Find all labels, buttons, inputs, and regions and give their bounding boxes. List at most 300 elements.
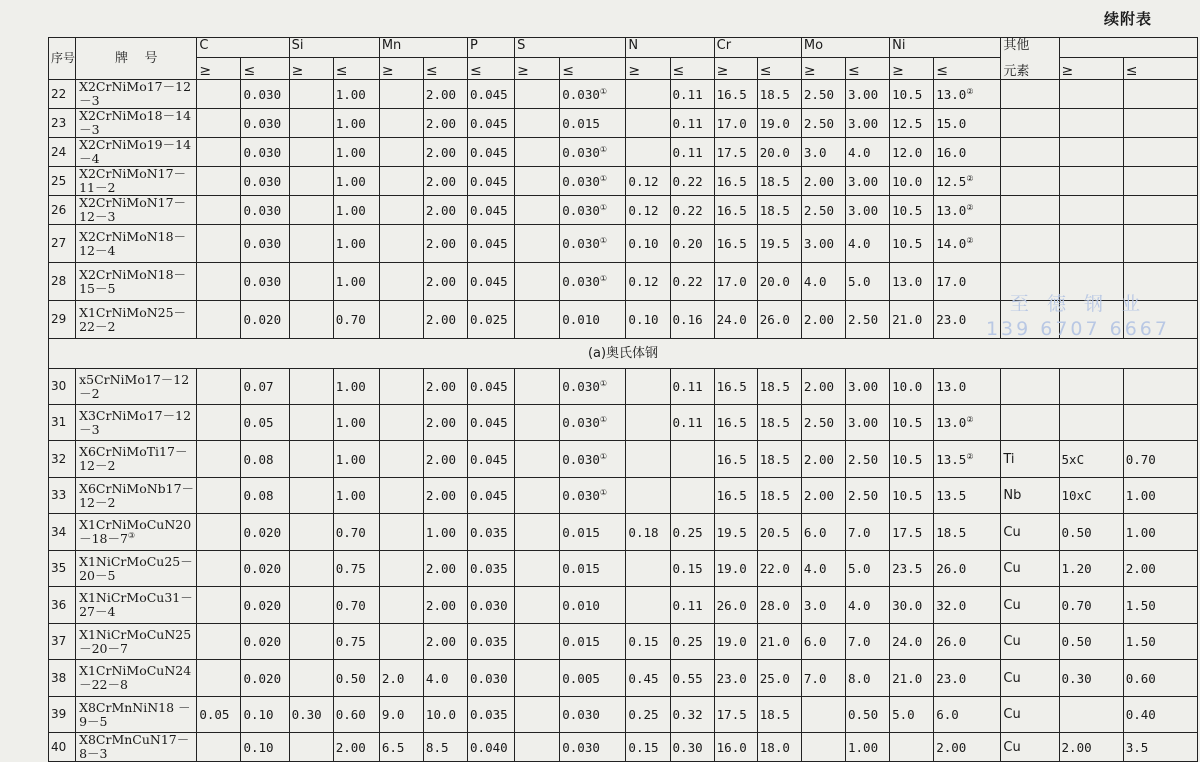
cell-mo-max bbox=[846, 138, 890, 167]
cell-ni-max bbox=[934, 478, 1001, 514]
value-cr-min: 17.5 bbox=[716, 144, 747, 160]
value-n-max: 0.15 bbox=[672, 561, 703, 576]
value-oth-max: 0.60 bbox=[1125, 670, 1156, 686]
value-oth-max: 1.50 bbox=[1125, 634, 1156, 649]
cell-mn-min bbox=[379, 624, 423, 660]
cell-s-max bbox=[560, 587, 626, 624]
value-p-max: 0.045 bbox=[470, 115, 508, 131]
value-si-min: 0.30 bbox=[291, 707, 322, 722]
value-mn-min: 2.0 bbox=[381, 670, 405, 686]
value-c-max: 0.08 bbox=[243, 488, 274, 503]
value-s-max: 0.010 bbox=[562, 597, 600, 613]
value-s-max: 0.030 bbox=[562, 488, 600, 503]
cell-s-min bbox=[515, 514, 560, 551]
value-n-max: 0.11 bbox=[672, 144, 703, 160]
value-mo-max: 3.00 bbox=[848, 202, 879, 218]
cell-mn-min bbox=[379, 441, 423, 478]
value-cr-max: 18.5 bbox=[759, 707, 790, 722]
value-oth-max: 0.70 bbox=[1125, 451, 1156, 467]
grade-text: X6CrNiMoNb17－12－2 bbox=[79, 480, 195, 510]
value-cr-min: 19.5 bbox=[716, 524, 747, 540]
value-n-min: 0.25 bbox=[628, 707, 659, 722]
cell-p-max bbox=[468, 167, 515, 196]
cell-ni-min bbox=[890, 196, 934, 225]
cell-n-max bbox=[670, 369, 714, 405]
cell-c-max bbox=[241, 196, 289, 225]
value-n-min: 0.12 bbox=[628, 274, 659, 289]
value-cr-max: 18.5 bbox=[759, 488, 790, 503]
value-c-max: 0.07 bbox=[243, 379, 274, 394]
cell-c-min bbox=[197, 109, 241, 138]
value-mo-max: 0.50 bbox=[848, 707, 879, 722]
value-oth-max: 1.00 bbox=[1125, 524, 1156, 540]
cell-cr-max bbox=[757, 301, 801, 339]
table-body-bottom bbox=[49, 369, 1198, 762]
cell-mn-min bbox=[379, 660, 423, 697]
cell-c-max bbox=[241, 441, 289, 478]
value-n-max: 0.32 bbox=[672, 707, 703, 722]
cell-mn-max bbox=[423, 167, 467, 196]
cell-si-min bbox=[289, 587, 333, 624]
cell-si-min bbox=[289, 263, 333, 301]
table-row bbox=[49, 478, 1198, 514]
value-si-max: 0.60 bbox=[335, 707, 366, 722]
cell-ni-max bbox=[934, 587, 1001, 624]
cell-ni-min bbox=[890, 167, 934, 196]
table-row bbox=[49, 441, 1198, 478]
cell-oth-el bbox=[1001, 109, 1059, 138]
cell-n-max bbox=[670, 196, 714, 225]
cell-oth-min bbox=[1059, 196, 1123, 225]
cell-seq: 33 bbox=[49, 478, 76, 514]
cell-oth-el bbox=[1001, 167, 1059, 196]
cell-mn-max bbox=[423, 514, 467, 551]
value-s-max: 0.015 bbox=[562, 634, 600, 649]
grade-text: X2CrNiMo19－14－4 bbox=[79, 137, 192, 166]
cell-mn-min bbox=[379, 478, 423, 514]
value-oth-el: Cu bbox=[1003, 561, 1021, 576]
value-cr-max: 20.0 bbox=[759, 144, 790, 160]
value-mn-max: 2.00 bbox=[425, 173, 457, 189]
value-s-max: 0.015 bbox=[562, 115, 600, 131]
cell-s-min bbox=[515, 109, 560, 138]
value-s-max: 0.030 bbox=[562, 707, 600, 722]
value-ni-max: 18.5 bbox=[936, 524, 967, 540]
value-ni-max: 13.0 bbox=[936, 202, 967, 218]
value-mo-min: 2.00 bbox=[803, 173, 834, 189]
value-mn-max: 2.00 bbox=[425, 274, 457, 289]
cell-n-min bbox=[626, 697, 670, 733]
cell-s-max bbox=[560, 660, 626, 697]
value-s-max: 0.030 bbox=[562, 739, 600, 755]
cell-n-min bbox=[626, 225, 670, 263]
cell-mn-min bbox=[379, 196, 423, 225]
cell-mn-max bbox=[423, 369, 467, 405]
cell-p-max bbox=[468, 441, 515, 478]
value-mo-max: 3.00 bbox=[848, 379, 879, 394]
value-cr-max: 21.0 bbox=[759, 634, 790, 649]
cell-si-max bbox=[333, 660, 379, 697]
cell-si-min bbox=[289, 167, 333, 196]
value-s-max: 0.030 bbox=[562, 202, 600, 218]
footnote-mark: ① bbox=[599, 144, 608, 154]
cell-n-max bbox=[670, 263, 714, 301]
cell-c-max bbox=[241, 80, 289, 109]
value-mn-max: 2.00 bbox=[425, 561, 457, 576]
header-n: N bbox=[626, 38, 714, 58]
cell-cr-max bbox=[757, 478, 801, 514]
value-p-max: 0.030 bbox=[470, 670, 508, 686]
cell-c-min bbox=[197, 660, 241, 697]
cell-mn-max bbox=[423, 697, 467, 733]
value-ni-max: 16.0 bbox=[936, 144, 967, 160]
cell-mn-max bbox=[423, 263, 467, 301]
value-cr-max: 18.5 bbox=[759, 173, 790, 189]
page-title: 续附表 bbox=[1103, 10, 1152, 28]
cell-p-max bbox=[468, 80, 515, 109]
cell-oth-el bbox=[1001, 405, 1059, 441]
table-row bbox=[49, 225, 1198, 263]
header-ni: Ni bbox=[890, 38, 1001, 58]
value-mo-max: 4.0 bbox=[848, 144, 871, 160]
cell-cr-min bbox=[714, 196, 757, 225]
cell-mn-max bbox=[423, 301, 467, 339]
value-mn-max: 2.00 bbox=[425, 488, 457, 503]
cell-cr-min bbox=[714, 301, 757, 339]
cell-si-max bbox=[333, 478, 379, 514]
cell-si-max bbox=[333, 196, 379, 225]
cell-oth-el bbox=[1001, 587, 1059, 624]
cell-mn-min bbox=[379, 301, 423, 339]
cell-c-max bbox=[241, 369, 289, 405]
cell-oth-max bbox=[1123, 551, 1197, 587]
cell-s-max bbox=[560, 478, 626, 514]
table-row bbox=[49, 405, 1198, 441]
value-n-max: 0.25 bbox=[672, 634, 703, 649]
footnote-mark: ① bbox=[599, 487, 608, 497]
cell-cr-min bbox=[714, 369, 757, 405]
value-oth-el: Cu bbox=[1003, 670, 1021, 686]
grade-text: X1NiCrMoCu25－20－5 bbox=[79, 553, 193, 583]
cell-n-max bbox=[670, 301, 714, 339]
cell-s-min bbox=[515, 80, 560, 109]
cell-mn-min bbox=[379, 225, 423, 263]
value-p-max: 0.045 bbox=[470, 202, 508, 218]
cell-si-min bbox=[289, 660, 333, 697]
value-mo-min: 4.0 bbox=[803, 274, 827, 289]
grade-text: X2CrNiMo17－12－3 bbox=[79, 79, 192, 108]
value-n-min: 0.10 bbox=[628, 312, 659, 327]
value-mn-max: 4.0 bbox=[425, 670, 449, 686]
cell-cr-min bbox=[714, 138, 757, 167]
value-n-min: 0.12 bbox=[628, 173, 659, 189]
table-body-top bbox=[49, 80, 1198, 339]
cell-grade bbox=[76, 405, 197, 441]
table-row bbox=[49, 697, 1198, 733]
value-cr-min: 16.0 bbox=[716, 739, 747, 755]
value-oth-min: 5xC bbox=[1061, 451, 1085, 467]
cell-cr-max bbox=[757, 441, 801, 478]
value-ni-min: 21.0 bbox=[892, 670, 923, 686]
value-si-max: 2.00 bbox=[335, 739, 366, 755]
cell-oth-min bbox=[1059, 263, 1123, 301]
grade-text: x5CrNiMo17－12－2 bbox=[79, 371, 190, 401]
cell-p-max bbox=[468, 478, 515, 514]
value-cr-min: 19.0 bbox=[716, 634, 747, 649]
cell-mn-max bbox=[423, 138, 467, 167]
value-n-max: 0.11 bbox=[672, 115, 703, 131]
cell-oth-el bbox=[1001, 369, 1059, 405]
value-ni-min: 10.5 bbox=[892, 86, 923, 102]
cell-ni-min bbox=[890, 225, 934, 263]
value-n-min: 0.45 bbox=[628, 670, 659, 686]
cell-cr-max bbox=[757, 369, 801, 405]
value-ni-min: 10.5 bbox=[892, 488, 923, 503]
cell-cr-max bbox=[757, 624, 801, 660]
cell-cr-min bbox=[714, 80, 757, 109]
value-s-max: 0.010 bbox=[562, 312, 600, 327]
footnote-mark: ② bbox=[966, 414, 974, 424]
grade-text: X2CrNiMoN17－12－3 bbox=[79, 195, 187, 224]
cell-grade bbox=[76, 369, 197, 405]
value-cr-max: 25.0 bbox=[759, 670, 790, 686]
value-mn-max: 2.00 bbox=[425, 379, 457, 394]
value-mo-min: 2.00 bbox=[803, 488, 834, 503]
grade-text: X8CrMnCuN17－8－3 bbox=[79, 732, 190, 761]
value-ni-max: 13.0 bbox=[936, 86, 967, 102]
cell-cr-max bbox=[757, 587, 801, 624]
cell-c-min bbox=[197, 80, 241, 109]
cell-cr-min bbox=[714, 263, 757, 301]
cell-si-min bbox=[289, 80, 333, 109]
cell-cr-min bbox=[714, 109, 757, 138]
value-oth-el: Nb bbox=[1003, 488, 1022, 503]
value-n-max: 0.22 bbox=[672, 202, 703, 218]
value-p-max: 0.040 bbox=[470, 739, 508, 755]
value-c-max: 0.030 bbox=[243, 144, 282, 160]
other-min-symbol: ≥ bbox=[1059, 58, 1123, 80]
value-mo-max: 1.00 bbox=[848, 739, 879, 755]
value-mo-min: 2.00 bbox=[803, 451, 834, 467]
value-mo-min: 7.0 bbox=[803, 670, 827, 686]
value-c-max: 0.10 bbox=[243, 739, 274, 755]
cell-mn-max bbox=[423, 660, 467, 697]
cell-si-min bbox=[289, 624, 333, 660]
value-c-max: 0.08 bbox=[243, 451, 274, 467]
value-ni-max: 13.0 bbox=[936, 415, 967, 430]
other-sub-label: 元素 bbox=[1001, 58, 1059, 80]
value-ni-min: 12.0 bbox=[892, 144, 923, 160]
cell-cr-min bbox=[714, 225, 757, 263]
cell-si-min bbox=[289, 138, 333, 167]
cell-seq: 36 bbox=[49, 587, 76, 624]
cell-grade bbox=[76, 138, 197, 167]
cell-c-max bbox=[241, 514, 289, 551]
cell-p-max bbox=[468, 733, 515, 762]
value-c-max: 0.030 bbox=[243, 115, 282, 131]
cell-n-min bbox=[626, 405, 670, 441]
value-oth-el: Cu bbox=[1003, 524, 1021, 540]
cell-p-max bbox=[468, 301, 515, 339]
cell-si-min bbox=[289, 109, 333, 138]
value-c-max: 0.030 bbox=[243, 274, 282, 289]
cell-oth-min bbox=[1059, 109, 1123, 138]
cell-cr-min bbox=[714, 441, 757, 478]
cell-s-min bbox=[515, 587, 560, 624]
cell-grade bbox=[76, 441, 197, 478]
footnote-mark: ② bbox=[966, 235, 974, 245]
value-cr-min: 17.0 bbox=[716, 274, 747, 289]
cell-n-min bbox=[626, 624, 670, 660]
cell-mo-min bbox=[801, 225, 845, 263]
grade-text: X1NiCrMoCu31－27－4 bbox=[79, 590, 193, 619]
cell-mo-max bbox=[846, 369, 890, 405]
cell-p-max bbox=[468, 225, 515, 263]
cell-grade bbox=[76, 733, 197, 762]
cell-n-min bbox=[626, 587, 670, 624]
cell-mo-max bbox=[846, 587, 890, 624]
value-mo-max: 5.0 bbox=[848, 561, 871, 576]
cell-si-max bbox=[333, 405, 379, 441]
header-subrow bbox=[49, 58, 1198, 80]
cell-oth-min bbox=[1059, 551, 1123, 587]
value-n-min: 0.15 bbox=[628, 634, 659, 649]
cell-seq: 39 bbox=[49, 697, 76, 733]
value-mn-min: 9.0 bbox=[381, 707, 405, 722]
value-si-max: 0.70 bbox=[335, 312, 366, 327]
cell-cr-min bbox=[714, 697, 757, 733]
value-mo-min: 2.50 bbox=[803, 115, 834, 131]
header-c: C bbox=[197, 38, 289, 58]
cell-c-min bbox=[197, 225, 241, 263]
cell-cr-max bbox=[757, 167, 801, 196]
value-mo-max: 8.0 bbox=[848, 670, 871, 686]
cell-oth-el bbox=[1001, 263, 1059, 301]
cell-grade bbox=[76, 514, 197, 551]
grade-text: X6CrNiMoTi17－12－2 bbox=[79, 444, 188, 473]
value-s-max: 0.030 bbox=[562, 379, 600, 394]
value-ni-max: 13.0 bbox=[936, 379, 967, 394]
table-row bbox=[49, 301, 1198, 339]
value-p-max: 0.035 bbox=[470, 561, 508, 576]
cell-mo-max bbox=[846, 405, 890, 441]
value-n-max: 0.25 bbox=[672, 524, 703, 540]
value-p-max: 0.045 bbox=[470, 173, 508, 189]
cell-mo-min bbox=[801, 733, 845, 762]
cell-s-min bbox=[515, 225, 560, 263]
cell-mo-max bbox=[846, 733, 890, 762]
value-si-max: 1.00 bbox=[335, 173, 366, 189]
cell-si-max bbox=[333, 80, 379, 109]
cell-p-max bbox=[468, 109, 515, 138]
value-cr-max: 18.5 bbox=[759, 451, 790, 467]
cell-oth-max bbox=[1123, 138, 1197, 167]
value-p-max: 0.035 bbox=[470, 707, 508, 722]
value-mn-max: 8.5 bbox=[425, 739, 449, 755]
cell-cr-max bbox=[757, 196, 801, 225]
value-si-max: 1.00 bbox=[335, 236, 366, 251]
cell-cr-min bbox=[714, 167, 757, 196]
table-row bbox=[49, 138, 1198, 167]
cell-seq: 26 bbox=[49, 196, 76, 225]
cell-n-min bbox=[626, 733, 670, 762]
cell-oth-max bbox=[1123, 369, 1197, 405]
value-cr-max: 20.5 bbox=[759, 524, 790, 540]
value-n-min: 0.15 bbox=[628, 739, 659, 755]
cell-oth-el bbox=[1001, 551, 1059, 587]
cell-si-min bbox=[289, 225, 333, 263]
cell-ni-max bbox=[934, 167, 1001, 196]
value-si-max: 1.00 bbox=[335, 86, 366, 102]
cell-cr-max bbox=[757, 109, 801, 138]
cell-p-max bbox=[468, 514, 515, 551]
value-c-min: 0.05 bbox=[199, 707, 230, 722]
cell-s-min bbox=[515, 301, 560, 339]
cell-si-max bbox=[333, 109, 379, 138]
cell-mn-min bbox=[379, 263, 423, 301]
cell-oth-el bbox=[1001, 660, 1059, 697]
cell-mo-min bbox=[801, 405, 845, 441]
cell-si-max bbox=[333, 587, 379, 624]
cell-n-max bbox=[670, 405, 714, 441]
cell-oth-max bbox=[1123, 80, 1197, 109]
cell-ni-max bbox=[934, 624, 1001, 660]
cell-mn-max bbox=[423, 109, 467, 138]
cell-c-max bbox=[241, 263, 289, 301]
cell-mo-min bbox=[801, 660, 845, 697]
value-mn-max: 2.00 bbox=[425, 115, 457, 131]
cell-seq: 40 bbox=[49, 733, 76, 762]
cell-p-max bbox=[468, 624, 515, 660]
value-p-max: 0.045 bbox=[470, 488, 508, 503]
cell-si-min bbox=[289, 405, 333, 441]
value-si-max: 1.00 bbox=[335, 202, 366, 218]
value-cr-max: 18.0 bbox=[759, 739, 790, 755]
cell-seq: 25 bbox=[49, 167, 76, 196]
cell-ni-min bbox=[890, 405, 934, 441]
cell-si-max bbox=[333, 551, 379, 587]
cell-n-min bbox=[626, 263, 670, 301]
value-oth-max: 0.40 bbox=[1125, 707, 1156, 722]
value-p-max: 0.045 bbox=[470, 236, 508, 251]
cell-cr-max bbox=[757, 733, 801, 762]
cell-ni-max bbox=[934, 138, 1001, 167]
cell-c-min bbox=[197, 369, 241, 405]
cell-n-min bbox=[626, 369, 670, 405]
cell-oth-el bbox=[1001, 514, 1059, 551]
cell-mo-min bbox=[801, 138, 845, 167]
cell-n-min bbox=[626, 551, 670, 587]
value-n-max: 0.16 bbox=[672, 312, 703, 327]
cell-c-max bbox=[241, 587, 289, 624]
cell-s-min bbox=[515, 660, 560, 697]
value-mo-max: 7.0 bbox=[848, 634, 871, 649]
header-other: 其他 bbox=[1001, 38, 1059, 58]
cell-si-max bbox=[333, 167, 379, 196]
cell-mo-max bbox=[846, 263, 890, 301]
value-mo-max: 4.0 bbox=[848, 597, 871, 613]
cell-grade bbox=[76, 478, 197, 514]
c-min-symbol: ≥ bbox=[197, 58, 241, 80]
cell-cr-max bbox=[757, 263, 801, 301]
cell-s-min bbox=[515, 369, 560, 405]
value-s-max: 0.030 bbox=[562, 274, 600, 289]
cell-grade bbox=[76, 167, 197, 196]
cell-cr-max bbox=[757, 138, 801, 167]
cell-seq: 29 bbox=[49, 301, 76, 339]
value-mn-max: 10.0 bbox=[425, 707, 457, 722]
value-c-max: 0.020 bbox=[243, 597, 282, 613]
